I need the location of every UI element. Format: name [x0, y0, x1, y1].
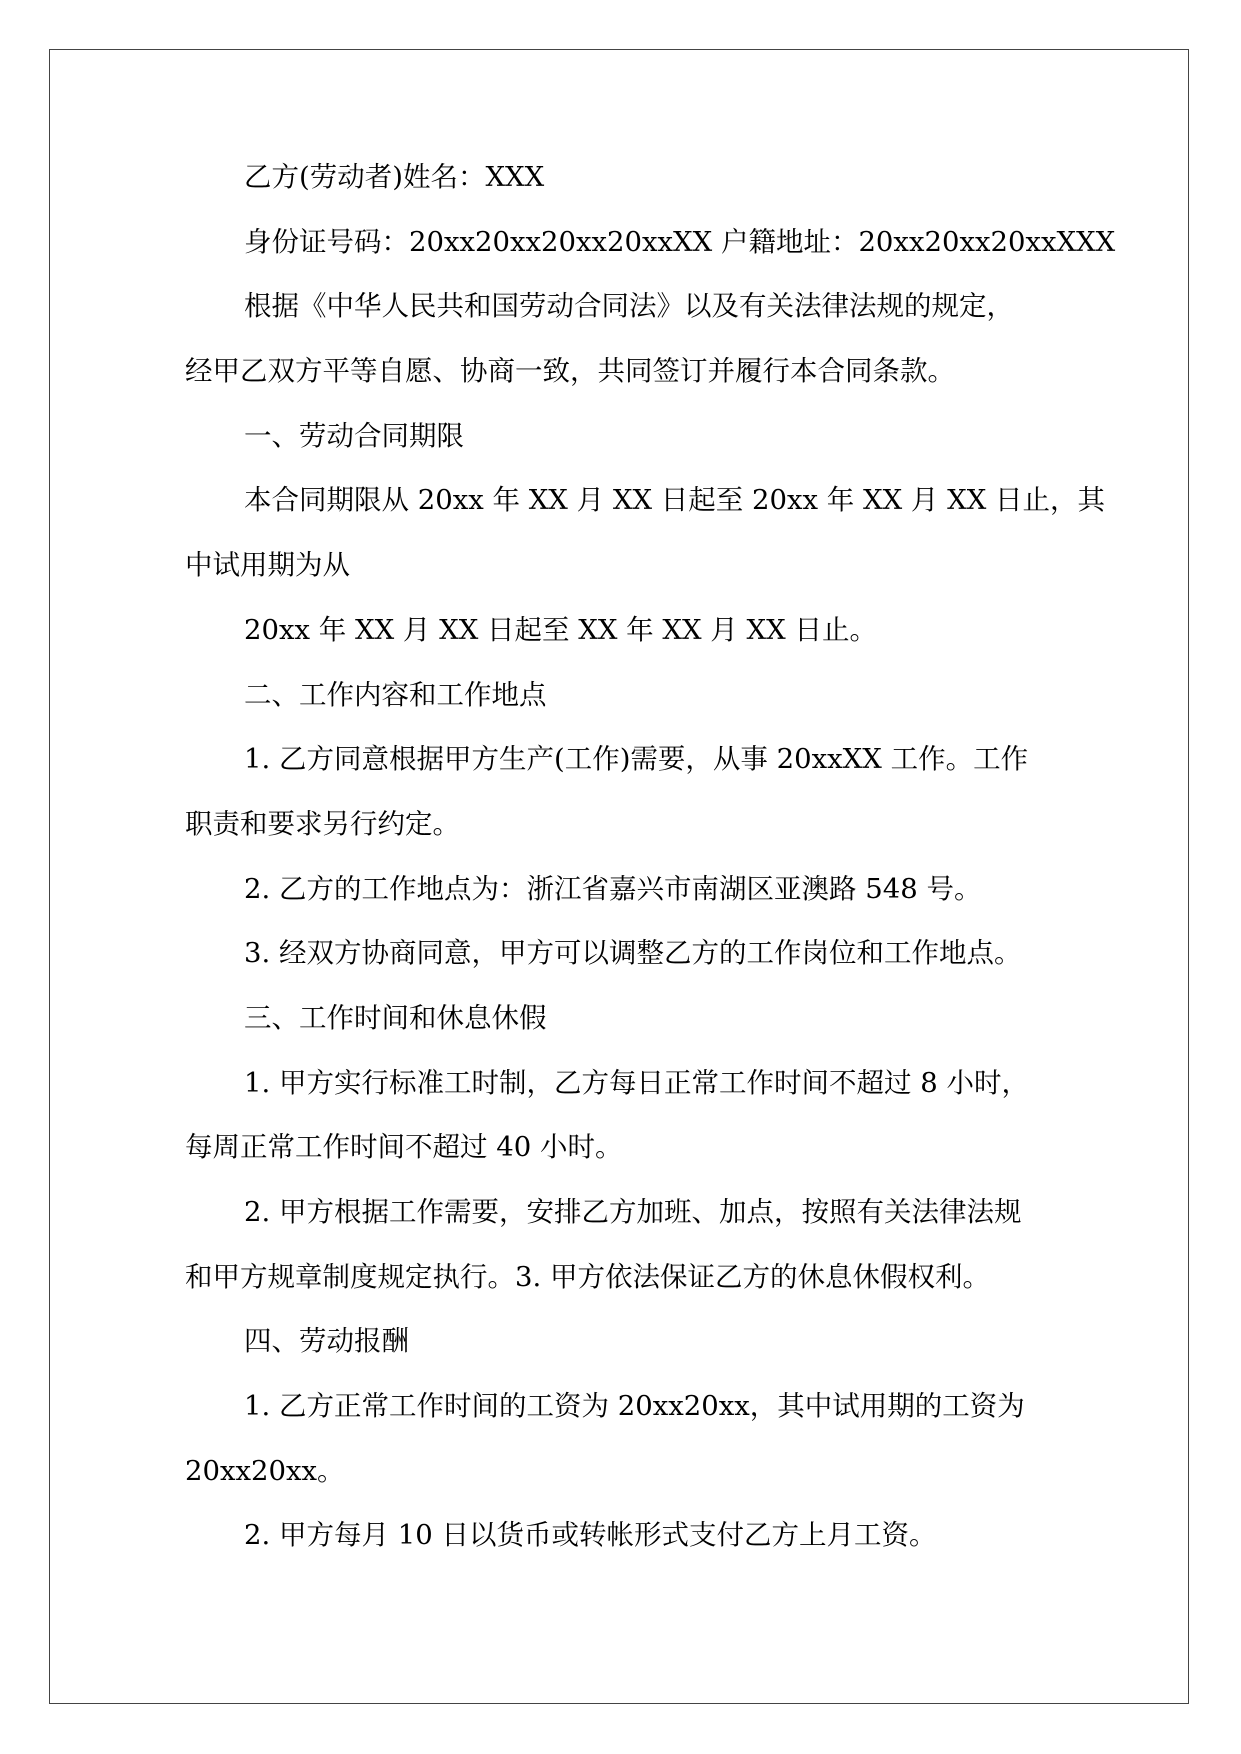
paragraph-line: 1. 乙方正常工作时间的工资为 20xx20xx，其中试用期的工资为	[244, 1390, 1025, 1423]
document-body	[185, 161, 1116, 1585]
paragraph-line: 本合同期限从 20xx 年 XX 月 XX 日起至 20xx 年 XX 月 XX 日止，其	[244, 484, 1106, 517]
id-address-line: 身份证号码：20xx20xx20xx20xxXX 户籍地址：20xx20xx20xxXXX	[244, 225, 1116, 258]
paragraph-line: 3. 经双方协商同意，甲方可以调整乙方的工作岗位和工作地点。	[244, 937, 1022, 970]
paragraph-line: 1. 甲方实行标准工时制，乙方每日正常工作时间不超过 8 小时，	[244, 1066, 1029, 1099]
paragraph-line: 1. 乙方同意根据甲方生产(工作)需要，从事 20xxXX 工作。工作	[244, 743, 1029, 776]
section-heading: 二、工作内容和工作地点	[244, 678, 547, 711]
preamble-line: 根据《中华人民共和国劳动合同法》以及有关法律法规的规定，	[244, 290, 1014, 323]
paragraph-line: 2. 甲方每月 10 日以货币或转帐形式支付乙方上月工资。	[244, 1519, 937, 1552]
paragraph-line: 20xx 年 XX 月 XX 日起至 XX 年 XX 月 XX 日止。	[244, 613, 877, 646]
section-heading: 三、工作时间和休息休假	[244, 1001, 547, 1034]
paragraph-line: 每周正常工作时间不超过 40 小时。	[185, 1131, 623, 1164]
paragraph-line: 2. 甲方根据工作需要，安排乙方加班、加点，按照有关法律法规	[244, 1196, 1022, 1228]
paragraph-line: 和甲方规章制度规定执行。3. 甲方依法保证乙方的休息休假权利。	[185, 1260, 990, 1293]
preamble-line: 经甲乙双方平等自愿、协商一致，共同签订并履行本合同条款。	[185, 355, 955, 388]
section-heading: 一、劳动合同期限	[244, 419, 464, 452]
paragraph-line: 20xx20xx。	[185, 1454, 345, 1487]
paragraph-line: 中试用期为从	[185, 549, 350, 582]
party-b-name-line: 乙方(劳动者)姓名：XXX	[244, 161, 545, 193]
paragraph-line: 2. 乙方的工作地点为：浙江省嘉兴市南湖区亚澳路 548 号。	[244, 872, 982, 905]
section-heading: 四、劳动报酬	[244, 1325, 409, 1358]
paragraph-line: 职责和要求另行约定。	[185, 807, 460, 840]
